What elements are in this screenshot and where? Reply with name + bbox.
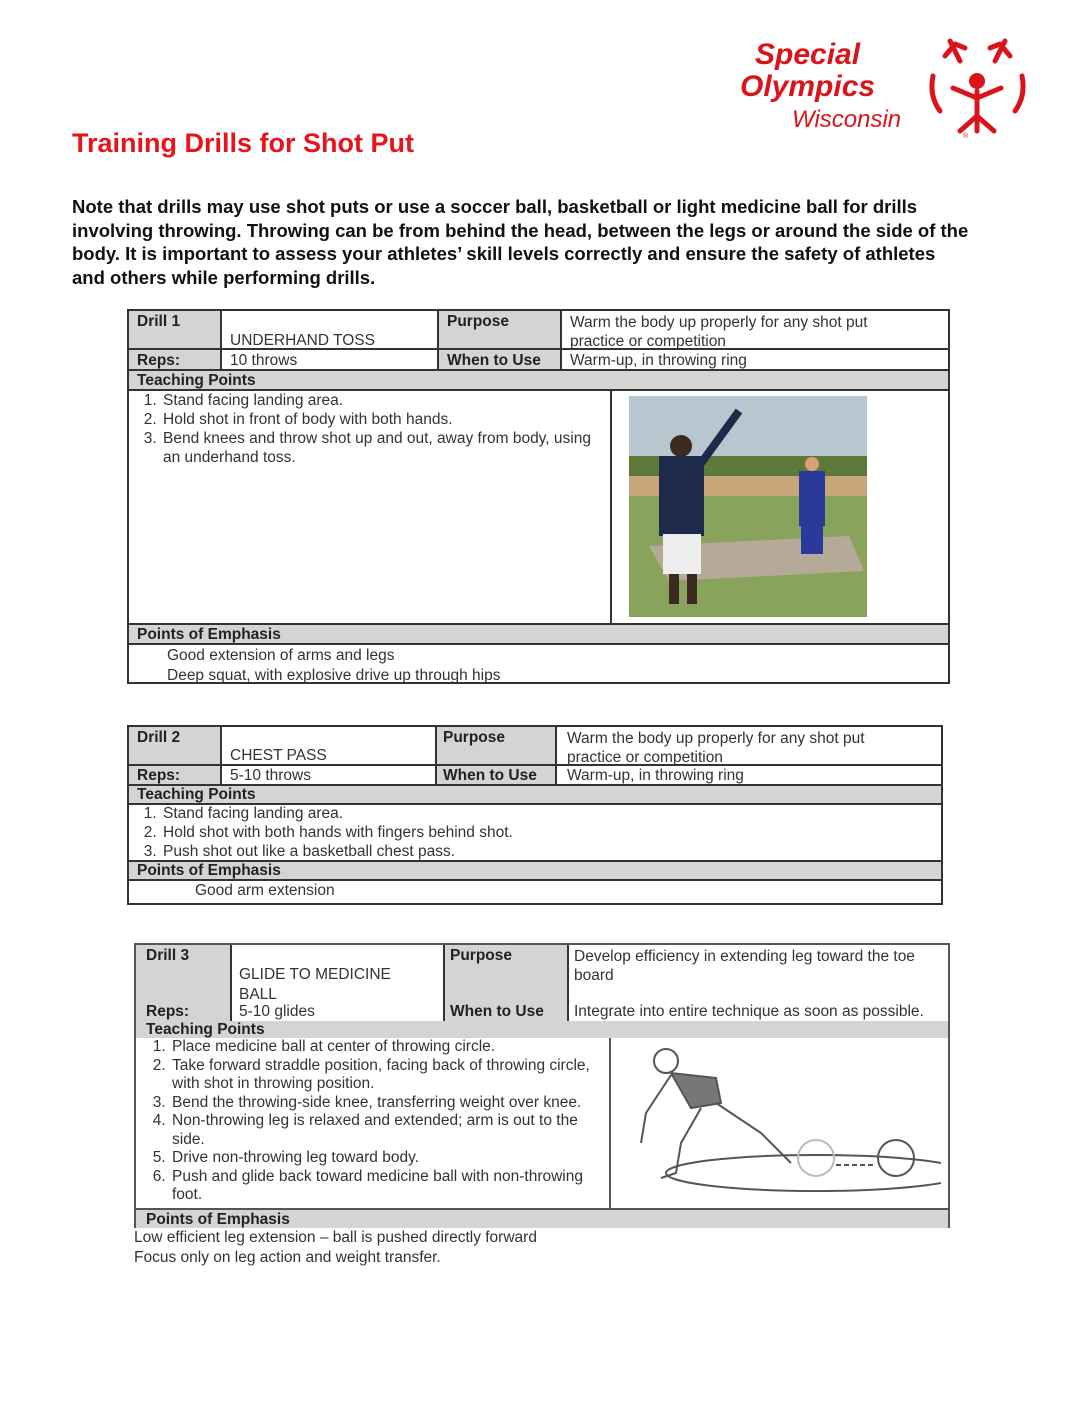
points-of-emphasis-header: Points of Emphasis <box>137 862 281 879</box>
teaching-point: 3. Push shot out like a basketball chest pass. <box>161 842 829 861</box>
teaching-point: 3. Bend knees and throw shot up and out, away from body, using an underhand toss. <box>161 429 599 467</box>
drill-label: Drill 3 <box>146 947 190 964</box>
underhand-toss-photo <box>629 396 867 617</box>
points-of-emphasis-header: Points of Emphasis <box>137 626 281 643</box>
teaching-points-header: Teaching Points <box>137 372 256 389</box>
logo-text-special: Special <box>755 38 861 71</box>
teaching-points-header: Teaching Points <box>137 786 256 803</box>
drill-label: Drill 1 <box>137 313 181 330</box>
teaching-point: 4. Non-throwing leg is relaxed and extended; arm is out to the side. <box>170 1112 603 1149</box>
reps-label: Reps: <box>137 767 181 784</box>
when-value: Warm-up, in throwing ring <box>567 767 744 784</box>
drill-3-table <box>134 943 950 1228</box>
page-title: Training Drills for Shot Put <box>72 128 415 158</box>
when-value: Integrate into entire technique as soon as possible. <box>574 1003 924 1020</box>
reps-label: Reps: <box>137 352 181 369</box>
purpose-label: Purpose <box>443 729 506 746</box>
teaching-point: 1. Place medicine ball at center of throwing circle. <box>170 1038 603 1057</box>
teaching-point: 3. Bend the throwing-side knee, transferring weight over knee. <box>170 1094 603 1113</box>
drill-name: GLIDE TO MEDICINE BALL <box>239 966 391 1003</box>
reps-value: 5-10 glides <box>239 1003 315 1020</box>
glide-drill-illustration <box>621 1043 941 1203</box>
when-label: When to Use <box>450 1003 544 1020</box>
teaching-point: 5. Drive non-throwing leg toward body. <box>170 1149 603 1168</box>
purpose-label: Purpose <box>450 947 513 964</box>
emphasis-item: Low efficient leg extension – ball is pushed directly forward <box>134 1229 537 1246</box>
teaching-point: 6. Push and glide back toward medicine ball with non-throwing foot. <box>170 1168 603 1205</box>
reps-label: Reps: <box>146 1003 190 1020</box>
teaching-points-list <box>138 1038 603 1205</box>
drill-name: UNDERHAND TOSS <box>230 332 375 349</box>
drill-1-table <box>127 309 950 684</box>
emphasis-item: Good extension of arms and legs <box>167 647 395 664</box>
teaching-point: 2. Hold shot in front of body with both hands. <box>161 410 599 429</box>
purpose-text: Warm the body up properly for any shot put practice or competition <box>570 314 868 350</box>
reps-value: 5-10 throws <box>230 767 311 784</box>
logo-text-wisconsin: Wisconsin <box>792 106 902 133</box>
when-label: When to Use <box>443 767 537 784</box>
teaching-point: 1. Stand facing landing area. <box>161 804 829 823</box>
drill-name: CHEST PASS <box>230 747 327 764</box>
drill-2-table <box>127 725 943 905</box>
teaching-point: 2. Take forward straddle position, facing back of throwing circle, with shot in throwing position. <box>170 1057 603 1094</box>
purpose-label: Purpose <box>447 313 510 330</box>
purpose-text: Warm the body up properly for any shot put practice or competition <box>567 730 865 766</box>
special-olympics-wisconsin-logo <box>735 36 1035 141</box>
special-olympics-emblem-icon <box>925 36 1030 141</box>
svg-text:®: ® <box>963 133 969 140</box>
teaching-point: 2. Hold shot with both hands with fingers behind shot. <box>161 823 829 842</box>
purpose-text: Develop efficiency in extending leg toward the toe board <box>574 948 915 984</box>
teaching-point: 1. Stand facing landing area. <box>161 391 599 410</box>
reps-value: 10 throws <box>230 352 298 369</box>
emphasis-item: Good arm extension <box>195 882 335 899</box>
teaching-points-list <box>129 391 599 467</box>
emphasis-item: Focus only on leg action and weight transfer. <box>134 1249 441 1266</box>
logo-text-olympics: Olympics <box>740 70 876 103</box>
points-of-emphasis-header: Points of Emphasis <box>146 1211 290 1228</box>
emphasis-item: Deep squat, with explosive drive up through hips <box>167 667 501 684</box>
when-value: Warm-up, in throwing ring <box>570 352 747 369</box>
drill-label: Drill 2 <box>137 729 181 746</box>
teaching-points-list <box>129 804 829 861</box>
intro-note: Note that drills may use shot puts or use a soccer ball, basketball or light medicine ball for drills involving throwing. Throwing can be from behind the head, between the legs or around the side of the body. It is important to assess your athletes’ skill levels correctly and ensure the safety of athletes and others while performing drills. <box>72 196 969 288</box>
when-label: When to Use <box>447 352 541 369</box>
teaching-points-header: Teaching Points <box>146 1021 265 1038</box>
